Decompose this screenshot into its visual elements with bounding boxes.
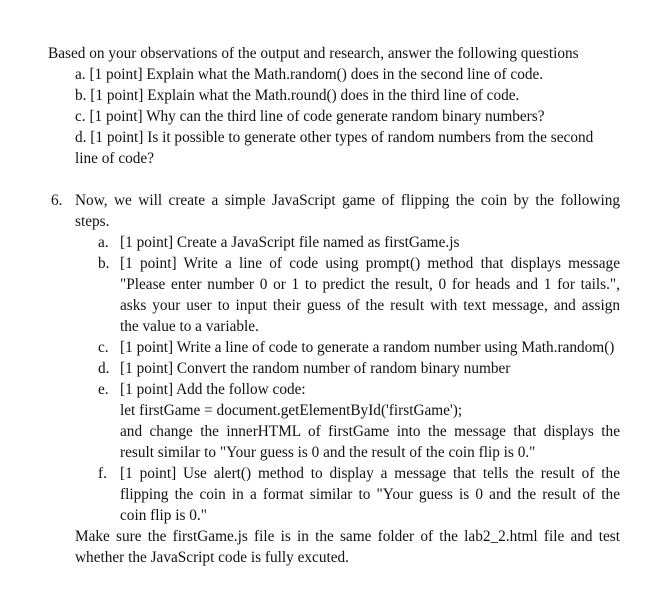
question-b: b. [1 point] Explain what the Math.round() does in the third line of code.: [75, 87, 520, 104]
question-d-continued: line of code?: [75, 150, 154, 167]
step-d-marker: d.: [98, 360, 110, 377]
step-a-marker: a.: [98, 234, 109, 251]
step-a-text: [1 point] Create a JavaScript file named as firstGame.js: [120, 234, 460, 251]
step-f-text-2: flipping the coin in a format similar to "Your guess is 0 and the result of the: [120, 486, 620, 503]
step-e-text-3: and change the innerHTML of firstGame into the message that displays the: [120, 423, 620, 440]
step-c-text: [1 point] Write a line of code to generate a random number using Math.random(): [120, 339, 615, 356]
task-6-number: 6.: [51, 192, 63, 209]
step-c-marker: c.: [98, 339, 109, 356]
step-e-marker: e.: [98, 381, 109, 398]
step-b-text-2: "Please enter number 0 or 1 to predict the result, 0 for heads and 1 for tails.",: [120, 276, 620, 293]
intro-text: Based on your observations of the output and research, answer the following questions: [48, 45, 579, 62]
task-6-intro-continued: steps.: [75, 213, 110, 230]
question-c: c. [1 point] Why can the third line of code generate random binary numbers?: [75, 108, 545, 125]
closing-note-continued: whether the JavaScript code is fully excuted.: [75, 549, 349, 566]
task-6-intro: Now, we will create a simple JavaScript game of flipping the coin by the following: [75, 192, 620, 209]
step-b-text: [1 point] Write a line of code using prompt() method that displays message: [120, 255, 620, 272]
step-f-text-3: coin flip is 0.": [120, 507, 207, 524]
step-e-code: let firstGame = document.getElementById('firstGame');: [120, 402, 463, 419]
step-e-text-4: result similar to "Your guess is 0 and the result of the coin flip is 0.": [120, 444, 536, 461]
step-f-marker: f.: [98, 465, 107, 482]
step-e-text: [1 point] Add the follow code:: [120, 381, 306, 398]
question-a: a. [1 point] Explain what the Math.random() does in the second line of code.: [75, 66, 544, 83]
step-d-text: [1 point] Convert the random number of random binary number: [120, 360, 511, 377]
step-b-marker: b.: [98, 255, 110, 272]
step-b-text-3: asks your user to input their guess of the result with text message, and assign: [120, 297, 620, 314]
closing-note: Make sure the firstGame.js file is in the same folder of the lab2_2.html file and test: [75, 528, 620, 545]
question-d: d. [1 point] Is it possible to generate other types of random numbers from the second: [75, 129, 594, 146]
step-f-text: [1 point] Use alert() method to display a message that tells the result of the: [120, 465, 620, 482]
step-b-text-4: the value to a variable.: [120, 318, 259, 335]
